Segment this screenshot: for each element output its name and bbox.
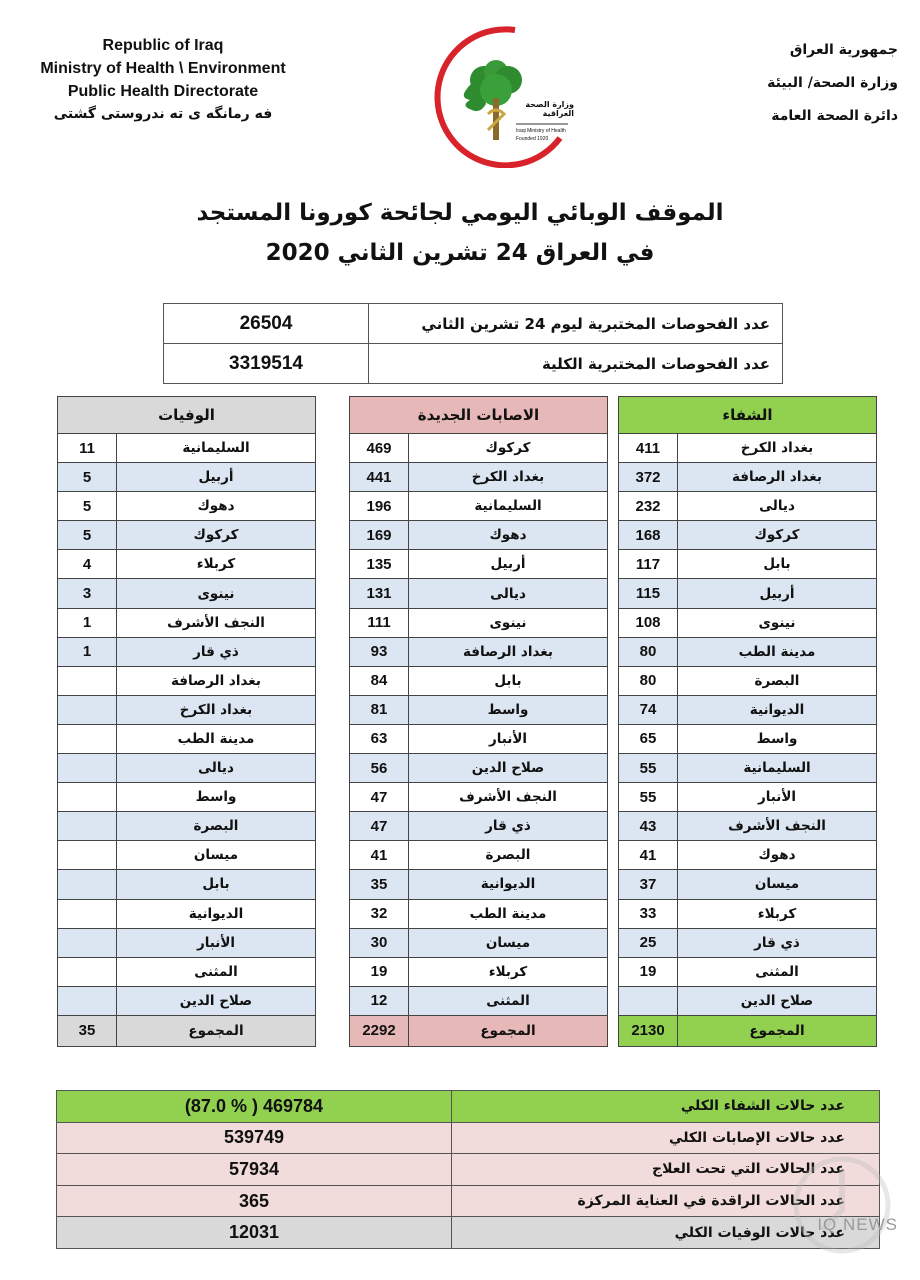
deaths-count bbox=[58, 724, 117, 753]
deaths-governorate: دهوك bbox=[117, 492, 316, 521]
new-cases-count: 12 bbox=[350, 986, 409, 1015]
summary-table bbox=[56, 1090, 880, 1249]
new-cases-total-value: 2292 bbox=[350, 1015, 409, 1046]
table-row bbox=[58, 492, 316, 521]
deaths-count bbox=[58, 870, 117, 899]
new-cases-count: 47 bbox=[350, 812, 409, 841]
table-row bbox=[350, 928, 608, 957]
new-cases-total-label: المجموع bbox=[409, 1015, 608, 1046]
tests-row-total bbox=[164, 344, 783, 384]
summary-label: عدد الحالات الراقدة في العناية المركزة bbox=[452, 1185, 880, 1217]
summary-value: 57934 bbox=[57, 1154, 452, 1186]
header-ministry-ar: وزارة الصحة/ البيئة bbox=[767, 75, 898, 91]
deaths-governorate: بغداد الكرخ bbox=[117, 695, 316, 724]
new-cases-header-row bbox=[350, 397, 608, 434]
recovery-count: 55 bbox=[619, 754, 678, 783]
recovery-governorate: كربلاء bbox=[678, 899, 877, 928]
new-cases-governorate: أربيل bbox=[409, 550, 608, 579]
deaths-count bbox=[58, 928, 117, 957]
table-row bbox=[350, 608, 608, 637]
new-cases-count: 111 bbox=[350, 608, 409, 637]
table-row bbox=[58, 841, 316, 870]
table-row bbox=[350, 637, 608, 666]
table-row bbox=[619, 550, 877, 579]
table-row bbox=[619, 783, 877, 812]
deaths-count: 11 bbox=[58, 434, 117, 463]
table-row bbox=[58, 812, 316, 841]
deaths-governorate: ديالى bbox=[117, 754, 316, 783]
summary-row bbox=[57, 1217, 880, 1249]
table-row bbox=[350, 986, 608, 1015]
deaths-count bbox=[58, 812, 117, 841]
deaths-count bbox=[58, 666, 117, 695]
table-row bbox=[350, 841, 608, 870]
summary-label: عدد حالات الإصابات الكلي bbox=[452, 1122, 880, 1154]
header-directorate-ku: فه رمانگه ى ته ندروستى گشتى bbox=[53, 106, 273, 122]
table-row bbox=[619, 492, 877, 521]
recovery-count bbox=[619, 986, 678, 1015]
deaths-total-label: المجموع bbox=[117, 1015, 316, 1046]
table-row bbox=[350, 870, 608, 899]
table-row bbox=[58, 783, 316, 812]
recovery-governorate: النجف الأشرف bbox=[678, 812, 877, 841]
table-row bbox=[619, 695, 877, 724]
summary-row bbox=[57, 1185, 880, 1217]
deaths-governorate: كربلاء bbox=[117, 550, 316, 579]
report-subtitle-date: في العراق 24 تشرين الثاني 2020 bbox=[265, 240, 655, 266]
new-cases-governorate: البصرة bbox=[409, 841, 608, 870]
recovery-count: 372 bbox=[619, 463, 678, 492]
recovery-count: 232 bbox=[619, 492, 678, 521]
header-country-ar: جمهورية العراق bbox=[789, 42, 898, 58]
recovery-governorate: بابل bbox=[678, 550, 877, 579]
summary-value: 469784 ( % 87.0) bbox=[57, 1091, 452, 1123]
table-row bbox=[619, 754, 877, 783]
recovery-count: 41 bbox=[619, 841, 678, 870]
tests-daily-value: 26504 bbox=[164, 304, 369, 344]
recovery-count: 65 bbox=[619, 724, 678, 753]
recovery-count: 80 bbox=[619, 666, 678, 695]
deaths-count: 4 bbox=[58, 550, 117, 579]
new-cases-count: 63 bbox=[350, 724, 409, 753]
deaths-total-row bbox=[58, 1015, 316, 1046]
new-cases-governorate: دهوك bbox=[409, 521, 608, 550]
header-arabic bbox=[698, 34, 898, 133]
recovery-governorate: واسط bbox=[678, 724, 877, 753]
recovery-count: 74 bbox=[619, 695, 678, 724]
table-row bbox=[350, 550, 608, 579]
recovery-count: 411 bbox=[619, 434, 678, 463]
new-cases-governorate: الديوانية bbox=[409, 870, 608, 899]
ministry-logo bbox=[420, 18, 580, 168]
recovery-governorate: كركوك bbox=[678, 521, 877, 550]
header-english bbox=[18, 34, 308, 126]
table-row bbox=[58, 986, 316, 1015]
watermark-text: IQ NEWS bbox=[817, 1215, 898, 1234]
table-row bbox=[619, 986, 877, 1015]
deaths-governorate: أربيل bbox=[117, 463, 316, 492]
new-cases-governorate: المثنى bbox=[409, 986, 608, 1015]
new-cases-count: 469 bbox=[350, 434, 409, 463]
table-row bbox=[58, 870, 316, 899]
table-row bbox=[350, 492, 608, 521]
header-country-en: Republic of Iraq bbox=[102, 37, 224, 54]
report-title: الموقف الوبائي اليومي لجائحة كورونا المستجد bbox=[196, 200, 724, 226]
table-row bbox=[350, 579, 608, 608]
deaths-count bbox=[58, 783, 117, 812]
table-row bbox=[350, 434, 608, 463]
table-row bbox=[58, 957, 316, 986]
recovery-count: 55 bbox=[619, 783, 678, 812]
table-row bbox=[350, 957, 608, 986]
deaths-header: الوفيات bbox=[58, 397, 316, 434]
new-cases-count: 135 bbox=[350, 550, 409, 579]
table-row bbox=[58, 608, 316, 637]
deaths-count: 5 bbox=[58, 521, 117, 550]
recovery-governorate: ميسان bbox=[678, 870, 877, 899]
tests-row-daily bbox=[164, 304, 783, 344]
new-cases-governorate: بابل bbox=[409, 666, 608, 695]
deaths-count bbox=[58, 841, 117, 870]
table-row bbox=[350, 812, 608, 841]
deaths-governorate: الديوانية bbox=[117, 899, 316, 928]
new-cases-count: 81 bbox=[350, 695, 409, 724]
deaths-governorate: الأنبار bbox=[117, 928, 316, 957]
table-row bbox=[619, 521, 877, 550]
new-cases-count: 30 bbox=[350, 928, 409, 957]
recovery-total-label: المجموع bbox=[678, 1015, 877, 1046]
table-row bbox=[619, 812, 877, 841]
deaths-header-row bbox=[58, 397, 316, 434]
table-row bbox=[350, 463, 608, 492]
new-cases-count: 84 bbox=[350, 666, 409, 695]
logo-text-ar: وزارة الصحة العراقية bbox=[525, 100, 574, 118]
table-row bbox=[58, 928, 316, 957]
new-cases-count: 169 bbox=[350, 521, 409, 550]
recovery-governorate: السليمانية bbox=[678, 754, 877, 783]
deaths-count bbox=[58, 957, 117, 986]
deaths-count bbox=[58, 899, 117, 928]
table-row bbox=[619, 928, 877, 957]
new-cases-table bbox=[349, 396, 608, 1047]
deaths-count bbox=[58, 986, 117, 1015]
deaths-governorate: ذي قار bbox=[117, 637, 316, 666]
recovery-governorate: نينوى bbox=[678, 608, 877, 637]
deaths-total-value: 35 bbox=[58, 1015, 117, 1046]
table-row bbox=[350, 754, 608, 783]
deaths-governorate: بابل bbox=[117, 870, 316, 899]
table-row bbox=[350, 724, 608, 753]
recovery-governorate: صلاح الدين bbox=[678, 986, 877, 1015]
table-row bbox=[58, 695, 316, 724]
recovery-governorate: بغداد الكرخ bbox=[678, 434, 877, 463]
recovery-governorate: دهوك bbox=[678, 841, 877, 870]
summary-label: عدد حالات الوفيات الكلي bbox=[452, 1217, 880, 1249]
table-row bbox=[619, 579, 877, 608]
summary-label: عدد حالات الشفاء الكلي bbox=[452, 1091, 880, 1123]
new-cases-governorate: النجف الأشرف bbox=[409, 783, 608, 812]
recovery-count: 168 bbox=[619, 521, 678, 550]
new-cases-header: الاصابات الجديدة bbox=[350, 397, 608, 434]
table-row bbox=[58, 521, 316, 550]
deaths-governorate: نينوى bbox=[117, 579, 316, 608]
recovery-count: 25 bbox=[619, 928, 678, 957]
new-cases-count: 93 bbox=[350, 637, 409, 666]
summary-row bbox=[57, 1122, 880, 1154]
recovery-count: 19 bbox=[619, 957, 678, 986]
recovery-governorate: البصرة bbox=[678, 666, 877, 695]
table-row bbox=[350, 783, 608, 812]
logo-founded: Founded 1920 bbox=[516, 136, 549, 142]
summary-row bbox=[57, 1091, 880, 1123]
recovery-governorate: ذي قار bbox=[678, 928, 877, 957]
recovery-count: 108 bbox=[619, 608, 678, 637]
summary-value: 539749 bbox=[57, 1122, 452, 1154]
summary-row bbox=[57, 1154, 880, 1186]
table-row bbox=[619, 899, 877, 928]
recovery-header-row bbox=[619, 397, 877, 434]
recovery-count: 115 bbox=[619, 579, 678, 608]
summary-value: 12031 bbox=[57, 1217, 452, 1249]
new-cases-governorate: ذي قار bbox=[409, 812, 608, 841]
tests-daily-label: عدد الفحوصات المختبرية ليوم 24 تشرين الثاني bbox=[369, 304, 783, 344]
deaths-table bbox=[57, 396, 316, 1047]
deaths-governorate: صلاح الدين bbox=[117, 986, 316, 1015]
table-row bbox=[619, 637, 877, 666]
table-row bbox=[619, 957, 877, 986]
new-cases-count: 131 bbox=[350, 579, 409, 608]
recovery-governorate: أربيل bbox=[678, 579, 877, 608]
new-cases-count: 19 bbox=[350, 957, 409, 986]
recovery-count: 117 bbox=[619, 550, 678, 579]
table-row bbox=[58, 463, 316, 492]
table-row bbox=[619, 724, 877, 753]
new-cases-governorate: ميسان bbox=[409, 928, 608, 957]
deaths-governorate: بغداد الرصافة bbox=[117, 666, 316, 695]
table-row bbox=[350, 695, 608, 724]
summary-value: 365 bbox=[57, 1185, 452, 1217]
deaths-governorate: المثنى bbox=[117, 957, 316, 986]
deaths-count: 5 bbox=[58, 492, 117, 521]
new-cases-governorate: واسط bbox=[409, 695, 608, 724]
recovery-table bbox=[618, 396, 877, 1047]
recovery-governorate: ديالى bbox=[678, 492, 877, 521]
recovery-total-value: 2130 bbox=[619, 1015, 678, 1046]
table-row bbox=[58, 637, 316, 666]
recovery-total-row bbox=[619, 1015, 877, 1046]
recovery-governorate: المثنى bbox=[678, 957, 877, 986]
new-cases-governorate: صلاح الدين bbox=[409, 754, 608, 783]
deaths-governorate: النجف الأشرف bbox=[117, 608, 316, 637]
new-cases-governorate: بغداد الرصافة bbox=[409, 637, 608, 666]
tests-table bbox=[163, 303, 783, 384]
recovery-count: 43 bbox=[619, 812, 678, 841]
deaths-count bbox=[58, 695, 117, 724]
table-row bbox=[350, 521, 608, 550]
table-row bbox=[58, 550, 316, 579]
header-directorate-ar: دائرة الصحة العامة bbox=[771, 108, 898, 124]
new-cases-count: 47 bbox=[350, 783, 409, 812]
new-cases-count: 32 bbox=[350, 899, 409, 928]
logo-text-en: Iraqi Ministry of Health bbox=[516, 128, 566, 134]
table-row bbox=[619, 841, 877, 870]
new-cases-count: 41 bbox=[350, 841, 409, 870]
summary-label: عدد الحالات التي تحت العلاج bbox=[452, 1154, 880, 1186]
new-cases-governorate: بغداد الكرخ bbox=[409, 463, 608, 492]
recovery-header: الشفاء bbox=[619, 397, 877, 434]
recovery-count: 80 bbox=[619, 637, 678, 666]
recovery-count: 33 bbox=[619, 899, 678, 928]
deaths-governorate: البصرة bbox=[117, 812, 316, 841]
new-cases-total-row bbox=[350, 1015, 608, 1046]
deaths-count: 3 bbox=[58, 579, 117, 608]
table-row bbox=[350, 666, 608, 695]
table-row bbox=[619, 870, 877, 899]
new-cases-governorate: مدينة الطب bbox=[409, 899, 608, 928]
table-row bbox=[619, 666, 877, 695]
table-row bbox=[58, 666, 316, 695]
table-row bbox=[58, 434, 316, 463]
recovery-governorate: الأنبار bbox=[678, 783, 877, 812]
table-row bbox=[619, 463, 877, 492]
table-row bbox=[58, 724, 316, 753]
header-ministry-en: Ministry of Health \ Environment bbox=[40, 60, 286, 77]
table-row bbox=[619, 434, 877, 463]
new-cases-count: 56 bbox=[350, 754, 409, 783]
deaths-governorate: واسط bbox=[117, 783, 316, 812]
deaths-count bbox=[58, 754, 117, 783]
recovery-governorate: الديوانية bbox=[678, 695, 877, 724]
deaths-governorate: السليمانية bbox=[117, 434, 316, 463]
tests-total-label: عدد الفحوصات المختبرية الكلية bbox=[369, 344, 783, 384]
new-cases-count: 35 bbox=[350, 870, 409, 899]
recovery-count: 37 bbox=[619, 870, 678, 899]
tests-total-value: 3319514 bbox=[164, 344, 369, 384]
recovery-governorate: مدينة الطب bbox=[678, 637, 877, 666]
new-cases-count: 196 bbox=[350, 492, 409, 521]
header-directorate-en: Public Health Directorate bbox=[67, 83, 259, 100]
new-cases-governorate: كربلاء bbox=[409, 957, 608, 986]
deaths-governorate: كركوك bbox=[117, 521, 316, 550]
deaths-governorate: ميسان bbox=[117, 841, 316, 870]
deaths-count: 5 bbox=[58, 463, 117, 492]
table-row bbox=[58, 899, 316, 928]
new-cases-governorate: الأنبار bbox=[409, 724, 608, 753]
recovery-governorate: بغداد الرصافة bbox=[678, 463, 877, 492]
table-row bbox=[58, 579, 316, 608]
new-cases-count: 441 bbox=[350, 463, 409, 492]
new-cases-governorate: كركوك bbox=[409, 434, 608, 463]
new-cases-governorate: السليمانية bbox=[409, 492, 608, 521]
new-cases-governorate: ديالى bbox=[409, 579, 608, 608]
watermark-logo bbox=[782, 1150, 902, 1260]
table-row bbox=[619, 608, 877, 637]
table-row bbox=[350, 899, 608, 928]
deaths-count: 1 bbox=[58, 637, 117, 666]
deaths-count: 1 bbox=[58, 608, 117, 637]
table-row bbox=[58, 754, 316, 783]
deaths-governorate: مدينة الطب bbox=[117, 724, 316, 753]
new-cases-governorate: نينوى bbox=[409, 608, 608, 637]
